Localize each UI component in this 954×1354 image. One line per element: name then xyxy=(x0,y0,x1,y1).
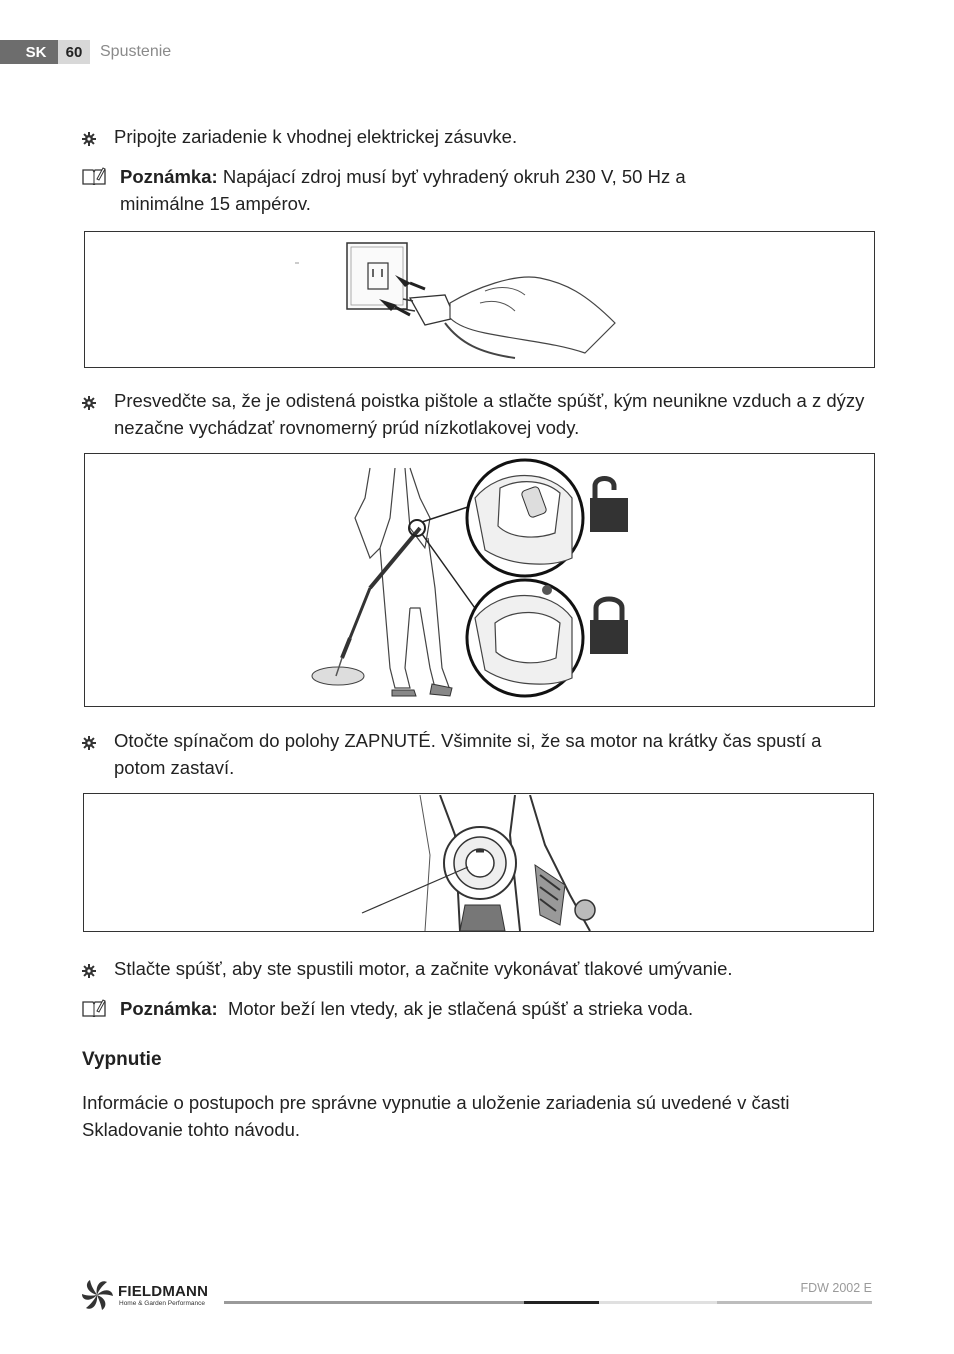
note-book-icon xyxy=(82,995,120,1024)
note-motor-text: Motor beží len vtedy, ak je stlačená spúšť a strieka voda. xyxy=(227,998,694,1019)
step-connect xyxy=(82,123,872,153)
gear-bullet-icon xyxy=(82,123,114,153)
footer-divider-grey xyxy=(224,1301,524,1304)
gear-bullet-icon xyxy=(82,387,114,441)
language-tab: SK xyxy=(0,40,58,64)
section-name: Spustenie xyxy=(100,43,172,60)
step-safety xyxy=(82,387,872,441)
step-trigger xyxy=(82,955,872,985)
page-header xyxy=(0,40,171,64)
brand-logo xyxy=(82,1278,232,1312)
figure-gun-safety xyxy=(84,453,875,707)
page-number: 60 xyxy=(58,40,90,64)
note-label: Poznámka: xyxy=(120,166,218,187)
shutdown-heading: Vypnutie xyxy=(82,1049,162,1070)
gear-bullet-icon xyxy=(82,727,114,781)
figure-plug-socket xyxy=(84,231,875,368)
footer-divider-light xyxy=(599,1301,717,1304)
gear-bullet-icon xyxy=(82,955,114,985)
note-power-text: Napájací zdroj musí byť vyhradený okruh 230 V, 50 Hz a minimálne 15 ampérov. xyxy=(120,166,686,214)
step-switch-on-text: Otočte spínačom do polohy ZAPNUTÉ. Všimnite si, že sa motor na krátky čas spustí a potom zastaví. xyxy=(114,730,822,778)
model-number: FDW 2002 E xyxy=(800,1281,872,1295)
step-trigger-text: Stlačte spúšť, aby ste spustili motor, a začnite vykonávať tlakové umývanie. xyxy=(114,958,733,979)
brand-tagline: Home & Garden Performance xyxy=(119,1300,205,1307)
note-label: Poznámka: xyxy=(120,998,218,1019)
figure-power-switch xyxy=(83,793,874,932)
step-switch-on xyxy=(82,727,872,781)
shutdown-body: Informácie o postupoch pre správne vypnutie a uloženie zariadenia sú uvedené v časti Skladovanie tohto návodu. xyxy=(82,1092,790,1140)
footer-divider-dark xyxy=(524,1301,599,1304)
note-motor xyxy=(82,995,802,1024)
step-safety-text: Presvedčte sa, že je odistená poistka pištole a stlačte spúšť, kým neunikne vzduch a z dýzy nezačne vychádzať rovnomerný prúd nízkotlakovej vody. xyxy=(114,390,865,438)
padlock-open-icon xyxy=(590,479,628,533)
gun-safety-illustration xyxy=(310,458,650,704)
brand-name: FIELDMANN xyxy=(118,1283,209,1300)
note-book-icon xyxy=(82,163,120,217)
footer-divider-mid xyxy=(717,1301,872,1304)
power-switch-illustration xyxy=(360,795,600,931)
note-power xyxy=(82,163,722,217)
fieldmann-swirl-icon xyxy=(82,1280,113,1310)
plug-socket-illustration xyxy=(285,233,645,367)
step-connect-text: Pripojte zariadenie k vhodnej elektrickej zásuvke. xyxy=(114,126,518,147)
padlock-closed-icon xyxy=(590,599,628,654)
